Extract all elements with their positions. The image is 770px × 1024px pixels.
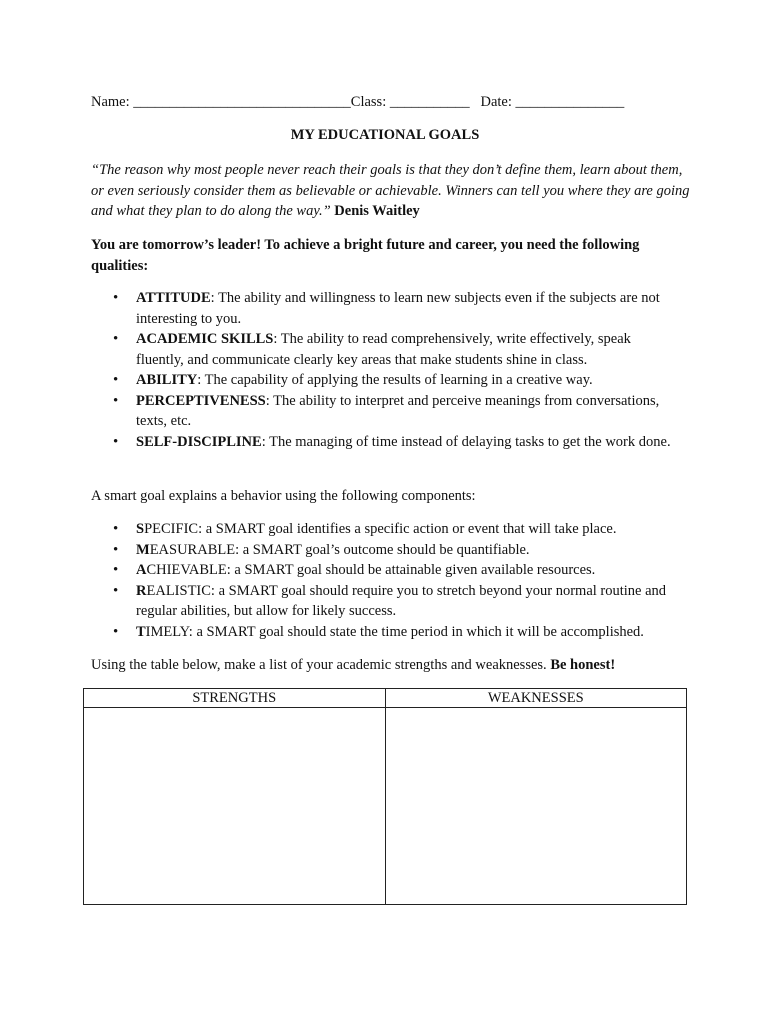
list-item (91, 560, 681, 581)
page-title: MY EDUCATIONAL GOALS (290, 127, 480, 143)
table-row (84, 708, 687, 905)
smart-desc: CHIEVABLE: a SMART goal should be attainable given available resources. (146, 562, 596, 578)
smart-desc: IMELY: a SMART goal should state the time period in which it will be accomplished. (145, 623, 644, 640)
smart-letter: T (136, 623, 146, 640)
date-label: Date: (480, 94, 516, 110)
weaknesses-cell[interactable] (385, 708, 687, 905)
qualities-list (91, 288, 681, 452)
qualities-intro: You are tomorrow’s leader! To achieve a bright future and career, you need the following qualities: (91, 237, 640, 274)
quality-term: SELF-DISCIPLINE (136, 433, 262, 450)
table-instructions-text: Using the table below, make a list of your academic strengths and weaknesses. (91, 657, 551, 673)
quality-desc: : The ability to interpret and perceive meanings from conversations, texts, etc. (136, 392, 660, 429)
smart-desc: PECIFIC: a SMART goal identifies a specific action or event that will take place. (144, 521, 617, 537)
name-label: Name: (91, 94, 134, 110)
smart-letter: R (136, 582, 147, 599)
date-blank[interactable]: _______________ (515, 94, 625, 110)
quality-desc: : The capability of applying the results of learning in a creative way. (197, 372, 593, 388)
class-blank[interactable]: ___________ (389, 94, 470, 110)
table-header-row (84, 689, 687, 708)
quality-desc: : The managing of time instead of delaying tasks to get the work done. (261, 433, 671, 450)
student-info-line (91, 94, 624, 111)
list-item (91, 391, 681, 432)
smart-desc: EALISTIC: a SMART goal should require you to stretch beyond your normal routine and regular abilities, but allow for likely success. (136, 582, 667, 619)
name-blank[interactable]: ______________________________ (133, 94, 351, 110)
smart-letter: S (136, 521, 145, 537)
list-item (91, 581, 681, 622)
smart-letter: M (136, 541, 150, 558)
quality-desc: : The ability and willingness to learn new subjects even if the subjects are not interesting to you. (136, 290, 660, 327)
quality-term: ACADEMIC SKILLS (136, 331, 274, 347)
list-item (91, 329, 681, 370)
strengths-header: STRENGTHS (84, 689, 386, 708)
strengths-weaknesses-table (83, 688, 687, 905)
quote-author: Denis Waitley (334, 203, 420, 219)
table-instructions (91, 655, 615, 676)
list-item (91, 288, 681, 329)
list-item (91, 370, 681, 391)
smart-letter: A (136, 562, 147, 578)
quote-block (91, 160, 691, 222)
strengths-cell[interactable] (84, 708, 386, 905)
weaknesses-header: WEAKNESSES (385, 689, 687, 708)
list-item (91, 519, 681, 540)
quote-text: “The reason why most people never reach their goals is that they don’t define them, learn about them, or even seriously consider them as believable or achievable. Winners can tell you where they are going and what they plan to do along the way.” (91, 162, 690, 219)
smart-list (91, 519, 681, 642)
quality-desc: : The ability to read comprehensively, write effectively, speak fluently, and communicate clearly key areas that make students shine in class. (136, 331, 631, 368)
quality-term: PERCEPTIVENESS (136, 392, 266, 409)
quality-term: ATTITUDE (136, 290, 211, 306)
list-item (91, 540, 681, 561)
list-item (91, 432, 681, 453)
smart-intro: A smart goal explains a behavior using the following components: (91, 488, 476, 504)
list-item (91, 622, 681, 643)
smart-desc: EASURABLE: a SMART goal’s outcome should be quantifiable. (149, 541, 530, 558)
quality-term: ABILITY (136, 372, 198, 388)
table-instructions-emphasis: Be honest! (550, 657, 616, 673)
class-label: Class: (350, 94, 390, 110)
